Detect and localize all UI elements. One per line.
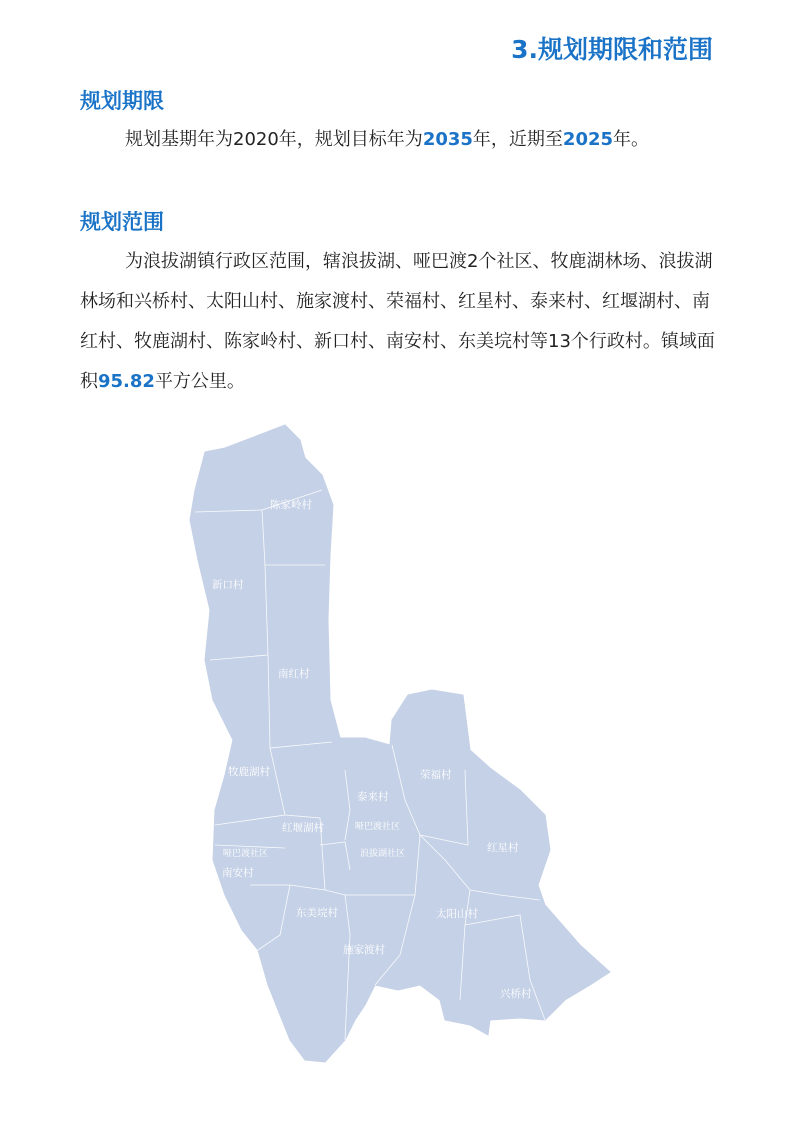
- label-taiyangshan: 太阳山村: [436, 908, 478, 920]
- scope-heading: 规划范围: [80, 210, 164, 234]
- period-text-mid: 年，近期至: [472, 129, 563, 150]
- scope-text-after: 平方公里。: [154, 371, 245, 392]
- label-hongxing: 红星村: [487, 842, 519, 854]
- scope-paragraph: [80, 242, 720, 402]
- label-dongmeiyuan: 东美垸村: [296, 907, 338, 919]
- label-yabadu-west: 哑巴渡社区: [223, 849, 269, 859]
- period-text-before: 规划基期年为2020年，规划目标年为: [125, 129, 423, 150]
- period-text-after: 年。: [613, 129, 650, 150]
- label-langbahu: 浪拔湖社区: [360, 849, 406, 859]
- label-shijiadu: 施家渡村: [343, 944, 385, 956]
- scope-text: 为浪拔湖镇行政区范围，辖浪拔湖、哑巴渡2个社区、牧鹿湖林场、浪拔湖林场和兴桥村、太阳山村、施家渡村、荣福村、红星村、泰来村、红堰湖村、南红村、牧鹿湖村、陈家岭村、新口村、南安村、东美垸村等13个行政村。镇域面积: [80, 251, 715, 392]
- period-heading: 规划期限: [80, 89, 164, 113]
- town-boundary: [190, 425, 610, 1062]
- area-value: 95.82: [98, 371, 155, 392]
- label-xingqiao: 兴桥村: [500, 988, 532, 1000]
- town-map: [180, 415, 620, 1075]
- label-yabadu-east: 哑巴渡社区: [355, 822, 401, 832]
- label-xinkou: 新口村: [212, 579, 244, 591]
- label-rongfu: 荣福村: [420, 769, 452, 781]
- section-title: 3.规划期限和范围: [511, 35, 713, 64]
- period-paragraph: [80, 120, 720, 160]
- label-nanhong: 南红村: [278, 668, 310, 680]
- target-year: 2035: [422, 129, 473, 150]
- near-year: 2025: [562, 129, 614, 150]
- label-nanan: 南安村: [222, 867, 254, 879]
- label-mulu: 牧鹿湖村: [228, 766, 270, 778]
- label-chenjialing: 陈家岭村: [270, 499, 312, 511]
- label-tailai: 泰来村: [357, 791, 389, 803]
- label-hongyanhu: 红堰湖村: [282, 822, 324, 834]
